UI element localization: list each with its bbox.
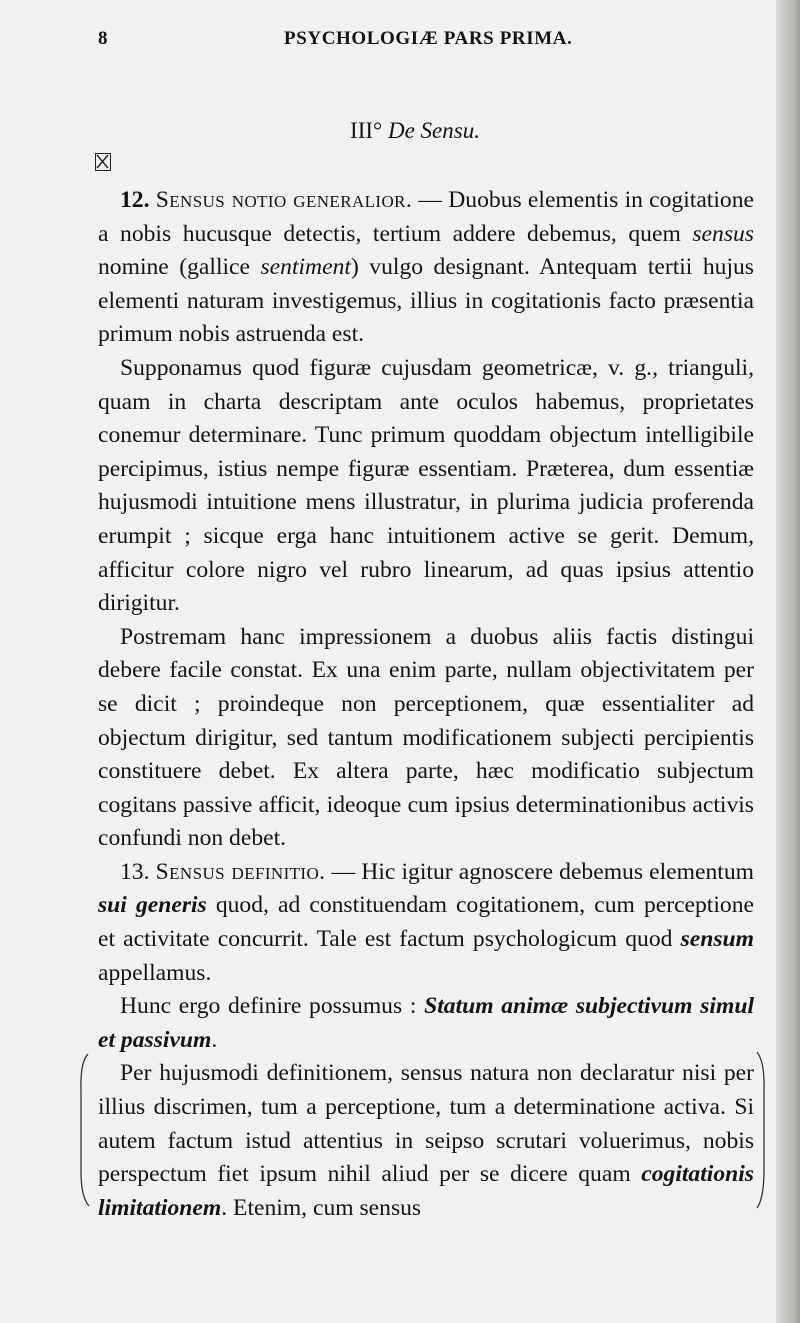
paragraph-text: Per hujusmodi definitionem, sensus natura non declaratur nisi per illius discrimen, tum a perceptione, tum a determinatione activa. Si autem factum istud attentius in seipso scrutari voluerimus, nobis perspectum fiet ipsum nihil aliud per se dicere quam — [98, 1060, 754, 1188]
paragraph-text: ) vulgo designant. Antequam tertii hujus elementi naturam investigemus, illius in cogitationis facto præsentia primum nobis astruenda est. — [98, 254, 754, 348]
italic-term: cogitationis limitationem — [98, 1161, 754, 1221]
section-title — [0, 118, 800, 144]
italic-term: sensum — [680, 926, 754, 953]
running-title: PSYCHOLOGIÆ PARS PRIMA. — [284, 28, 573, 49]
paragraph-text: Hic igitur agnoscere debemus elementum — [361, 858, 754, 885]
pencil-bracket-right-icon — [755, 1050, 769, 1210]
paragraph-number: 12. — [120, 187, 150, 213]
heading-dash: — — [325, 858, 362, 885]
paragraph-per-hujusmodi — [98, 1057, 754, 1225]
paragraph-text: nomine (gallice — [98, 254, 261, 281]
paragraph-text: . — [211, 1026, 218, 1053]
italic-term: sui generis — [98, 892, 207, 919]
paragraph-text: Hunc ergo definire possumus : — [120, 993, 425, 1020]
heading-dash: — — [412, 187, 449, 213]
running-header — [98, 28, 738, 58]
paragraph-text: Duobus elementis in cogitatione a nobis hucusque detectis, tertium addere debemus, quem — [98, 187, 754, 247]
paragraph-text: . Etenim, cum sensus — [221, 1194, 422, 1221]
italic-term: sentiment — [260, 254, 351, 281]
paragraph-number: 13. — [120, 858, 150, 885]
paragraph-definition — [98, 990, 754, 1057]
definition-italic: Statum animæ subjectivum simul et passivum — [98, 993, 754, 1053]
section-number: III° — [350, 118, 383, 143]
paragraph-12 — [98, 184, 754, 352]
page-edge-shadow — [776, 0, 800, 1323]
paragraph-supponamus: Supponamus quod figuræ cujusdam geometricæ, v. g., trianguli, quam in charta descriptam ante oculos habemus, proprietates conemur determinare. Tunc primum quoddam objectum intelligibile percipimus, istius nempe figuræ essentiam. Præterea, dum essentiæ hujusmodi intuitione mens illustratur, in plurima judicia proferenda erumpit ; sicque erga hanc intuitionem active se gerit. Demum, afficitur colore nigro vel rubro linearum, ad quas ipsius attentio dirigitur. — [98, 354, 754, 617]
pencil-bracket-left-icon — [76, 1052, 90, 1208]
paragraph-13 — [98, 856, 754, 990]
body-text — [98, 184, 754, 1225]
paragraph-heading: Sensus definitio. — [155, 858, 326, 885]
paragraph-heading: Sensus notio generalior. — [155, 187, 413, 213]
italic-term: sensus — [692, 220, 754, 247]
paragraph-postremam: Postremam hanc impressionem a duobus aliis factis distingui debere facile constat. Ex una enim parte, nullam objectivitatem per se dicit ; proindeque non perceptionem, quæ essentialiter ad objectum dirigitur, sed tantum modificationem subjecti percipientis constituere debet. Ex altera parte, hæc modificatio subjectum cogitans passive afficit, ideoque cum ipsius determinationibus activis confundi non debet. — [98, 623, 754, 852]
checkbox-cross-icon — [95, 153, 111, 171]
paragraph-text: appellamus. — [98, 959, 212, 986]
page-number: 8 — [98, 28, 109, 49]
paragraph-text: quod, ad constituendam cogitationem, cum perceptione et activitate concurrit. Tale est factum psychologicum quod — [98, 892, 754, 953]
section-title-text: De Sensu. — [387, 118, 480, 143]
